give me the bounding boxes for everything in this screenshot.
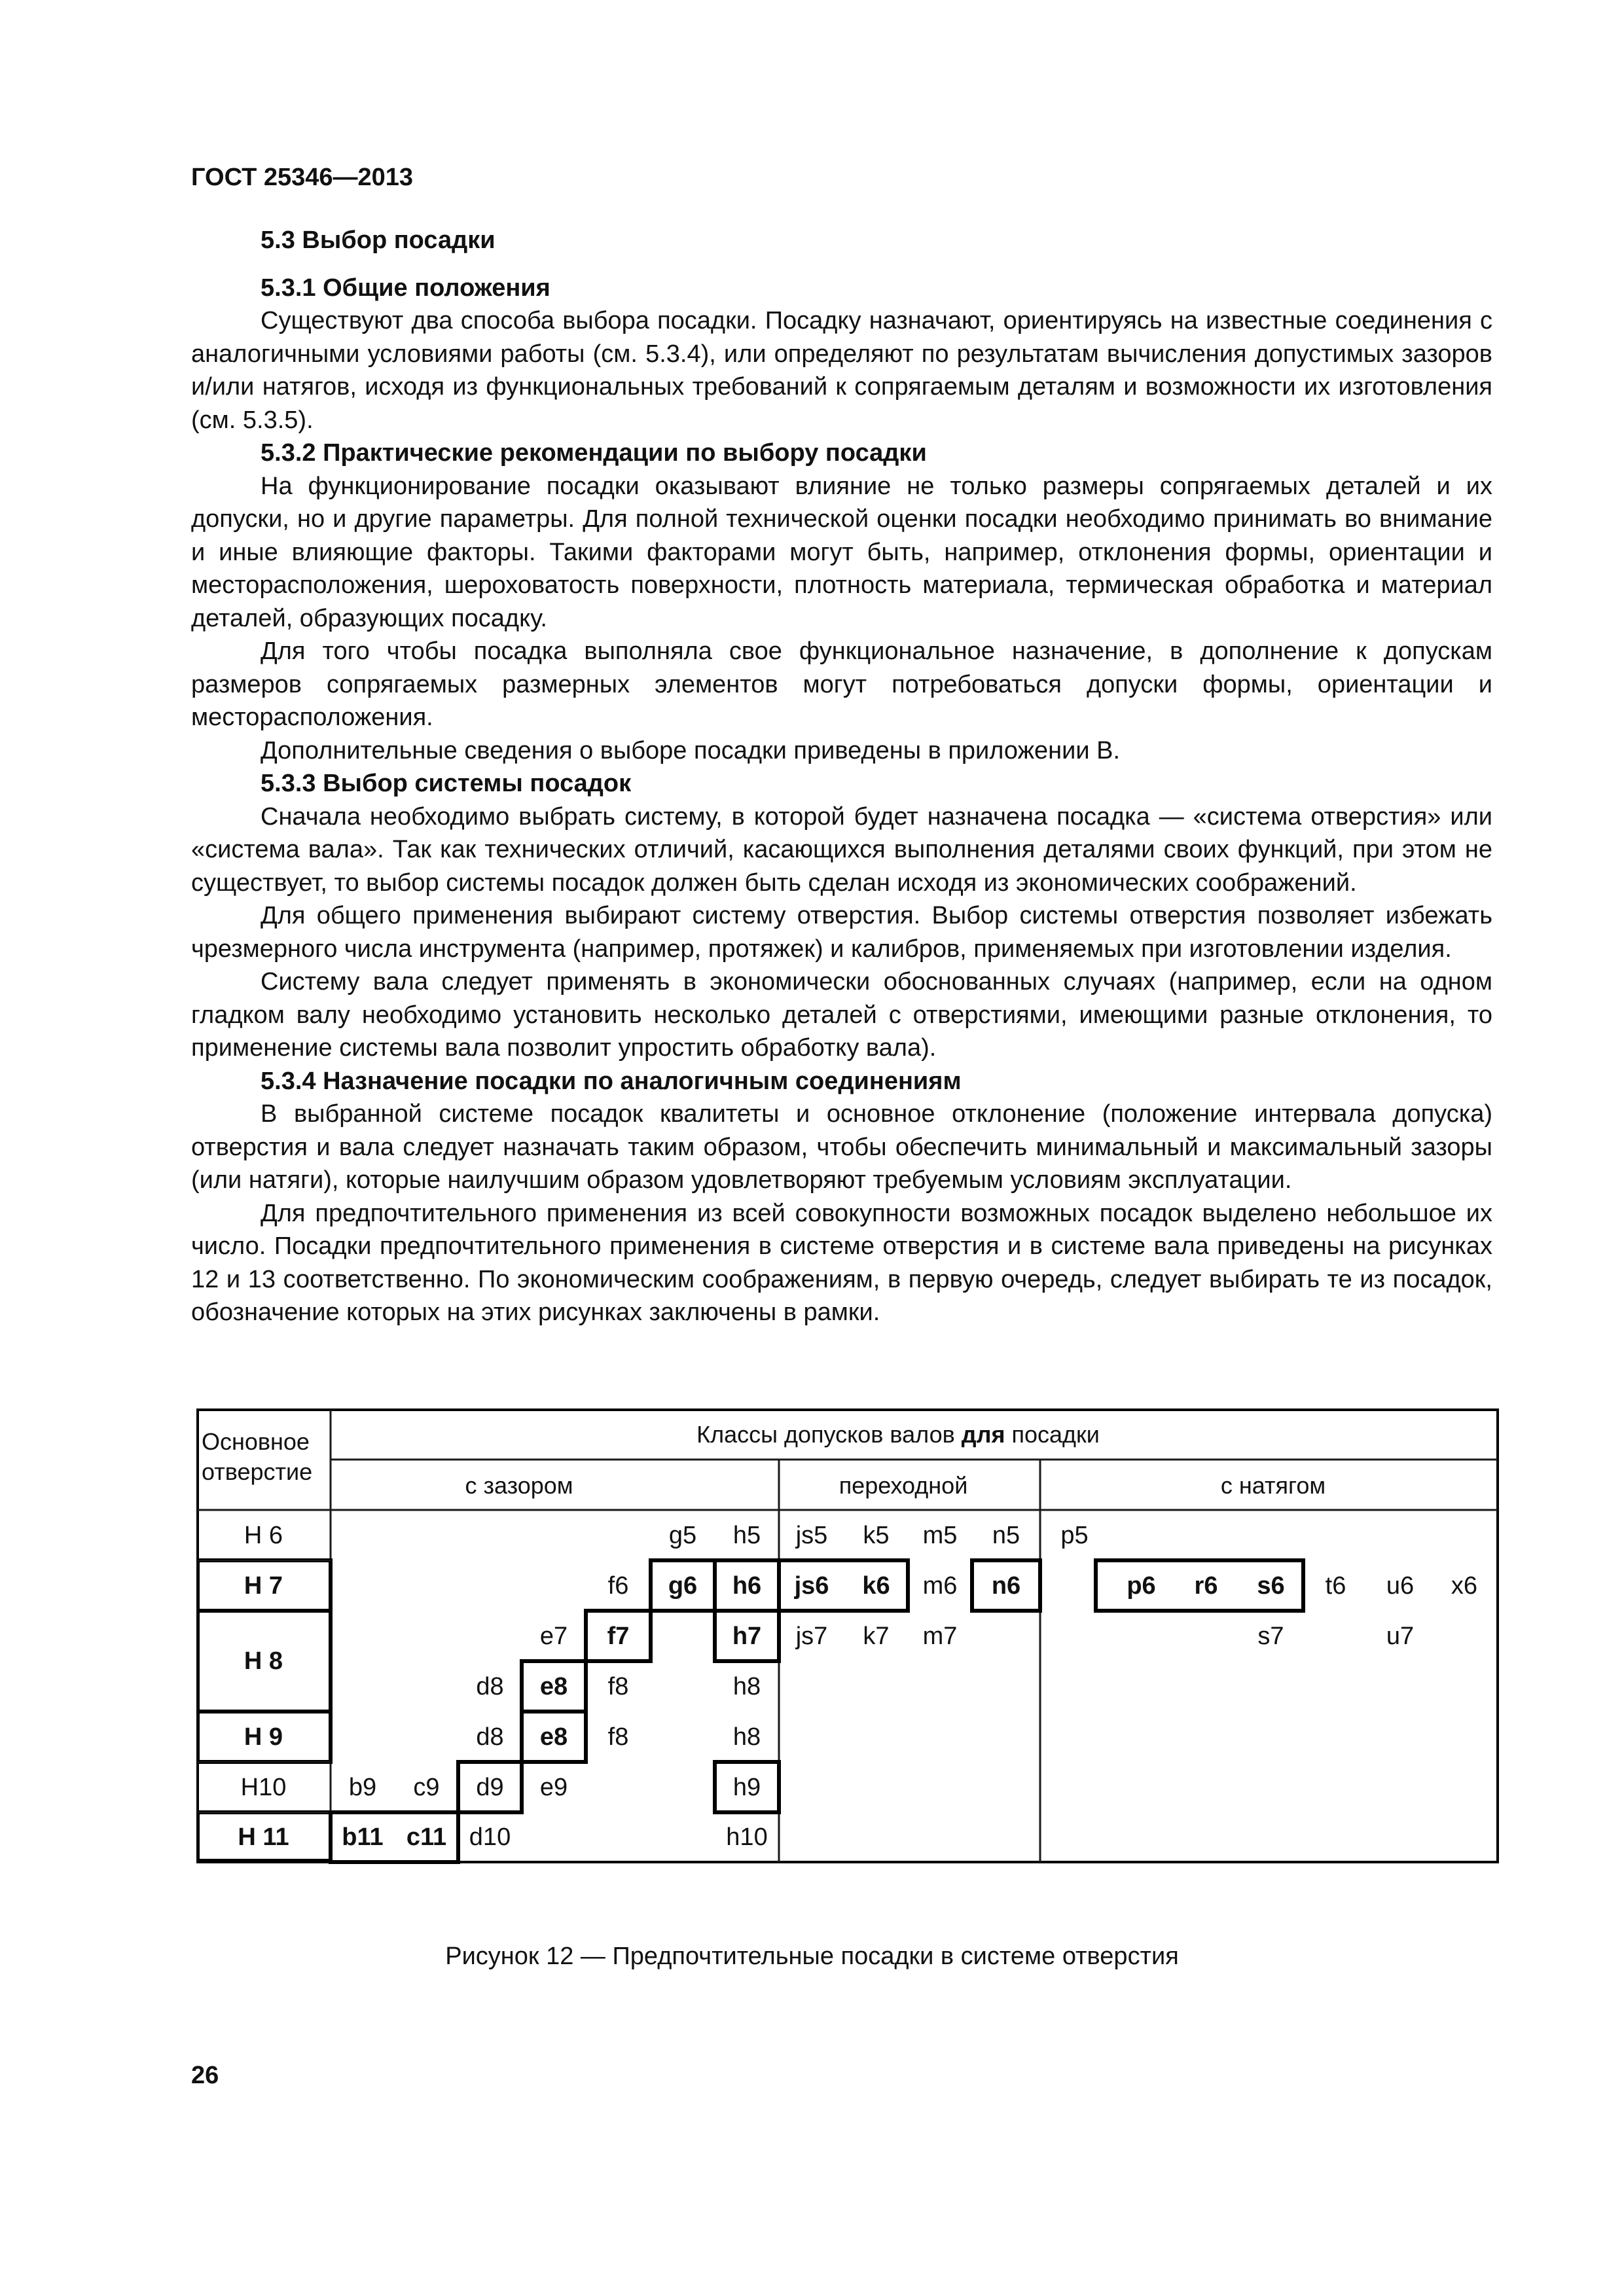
shaft-class-cell: s6 [1257, 1571, 1285, 1600]
paragraph: На функционирование посадки оказывают влияние не только размеры сопрягаемых деталей и их допуски, но и другие параметры. Для полной технической оценки посадки необходимо принимать во внимание и иные влияющие факторы. Такими факторами могут быть, например, отклонения формы, ориентации и месторасположения, шероховатость поверхности, плотность материала, термическая обработка и материал деталей, образующих посадку. [191, 472, 1492, 632]
shaft-class-cell: e9 [539, 1773, 568, 1801]
paragraph: Систему вала следует применять в экономически обоснованных случаях (например, если на одном гладком валу необходимо установить несколько деталей с отверстиями, имеющими разные отклонения, то применение системы вала позволит упростить обработку вала). [191, 968, 1492, 1062]
hole-class-label: H 9 [244, 1723, 283, 1751]
header-basic-line2: отверстие [202, 1458, 313, 1485]
shaft-class-cell: e8 [539, 1672, 568, 1700]
shaft-class-cell: p5 [1060, 1521, 1089, 1549]
shaft-class-cell: e8 [539, 1723, 568, 1751]
shaft-class-cell: m6 [922, 1571, 958, 1600]
shaft-class-cell: h9 [732, 1773, 761, 1801]
shaft-class-cell: n6 [991, 1571, 1021, 1600]
shaft-class-cell: g6 [668, 1571, 698, 1600]
shaft-class-cell: b9 [348, 1773, 377, 1801]
shaft-class-cell: s7 [1257, 1622, 1284, 1650]
group-interference: с натягом [1220, 1472, 1326, 1499]
hole-class-label: H 7 [244, 1571, 283, 1600]
hole-class-label: H 11 [238, 1823, 289, 1851]
header-classes-text: Классы допусков валов [696, 1421, 962, 1448]
shaft-class-cell: h5 [732, 1521, 761, 1549]
header-basic-line1: Основное [202, 1428, 310, 1455]
shaft-class-cell: k7 [863, 1622, 890, 1650]
shaft-class-cell: m5 [922, 1521, 958, 1549]
shaft-class-cell: f7 [607, 1622, 630, 1650]
shaft-class-cell: b11 [342, 1823, 384, 1851]
shaft-class-cell: m7 [922, 1622, 958, 1650]
subsection-title-531: 5.3.1 Общие положения [261, 274, 550, 302]
subsection-title-534: 5.3.4 Назначение посадки по аналогичным соединениям [261, 1067, 962, 1095]
paragraph: Сначала необходимо выбрать систему, в которой будет назначена посадка — «система отверстия» или «система вала». Так как технических отличий, касающихся выполнения деталями своих функций, при этом не существует, то выбор системы посадок должен быть сделан исходя из экономических соображений. [191, 802, 1492, 897]
shaft-class-cell: f8 [607, 1672, 629, 1700]
group-transition: переходной [839, 1472, 968, 1499]
shaft-class-cell: d8 [476, 1723, 504, 1751]
hole-class-label: H 6 [244, 1521, 283, 1549]
paragraph: Для предпочтительного применения из всей совокупности возможных посадок выделено небольшое их число. Посадки предпочтительного применения в системе отверстия и в системе вала приведены на рисунках 12 и 13 соответственно. По экономическим соображениям, в первую очередь, следует выбирать те из посадок, обозначение которых на этих рисунках заключены в рамки. [191, 1199, 1492, 1326]
shaft-class-cell: js7 [795, 1622, 828, 1650]
shaft-class-cell: js6 [794, 1571, 829, 1600]
header-classes-text-end: посадки [1005, 1421, 1100, 1448]
subsection-title-533: 5.3.3 Выбор системы посадок [261, 770, 632, 797]
shaft-class-cell: e7 [539, 1622, 568, 1650]
page-number: 26 [191, 2062, 219, 2089]
shaft-class-cell: t6 [1325, 1571, 1346, 1600]
shaft-class-cell: h10 [726, 1823, 768, 1851]
shaft-class-cell: f8 [607, 1723, 629, 1751]
paragraph: Существуют два способа выбора посадки. Посадку назначают, ориентируясь на известные соединения с аналогичными условиями работы (см. 5.3.4), или определяют по результатам вычисления допустимых зазоров и/или натягов, исходя из функциональных требований к сопрягаемым деталям и возможности их изготовления (см. 5.3.5). [191, 307, 1492, 434]
hole-class-label: H10 [240, 1773, 287, 1801]
shaft-class-cell: n5 [992, 1521, 1020, 1549]
hole-class-label: H 8 [244, 1647, 283, 1675]
header-shaft-classes [696, 1423, 1100, 1446]
header-classes-bold: для [961, 1421, 1005, 1448]
shaft-class-cell: f6 [607, 1571, 629, 1600]
shaft-class-cell: u7 [1386, 1622, 1415, 1650]
shaft-class-cell: h7 [732, 1622, 762, 1650]
header-basic-hole [202, 1427, 312, 1487]
document-header: ГОСТ 25346—2013 [191, 164, 414, 191]
paragraph: Для общего применения выбирают систему отверстия. Выбор системы отверстия позволяет избежать чрезмерного числа инструмента (например, протяжек) и калибров, применяемых при изготовлении изделия. [191, 902, 1492, 963]
shaft-class-cell: k6 [862, 1571, 890, 1600]
paragraph: Дополнительные сведения о выборе посадки приведены в приложении В. [261, 736, 1121, 764]
subsection-title-532: 5.3.2 Практические рекомендации по выбору посадки [261, 439, 927, 467]
shaft-class-cell: x6 [1451, 1571, 1478, 1600]
paragraph: Для того чтобы посадка выполняла свое функциональное назначение, в дополнение к допускам размеров сопрягаемых размерных элементов могут потребоваться допуски формы, ориентации и месторасположения. [191, 637, 1492, 731]
shaft-class-cell: d8 [476, 1672, 504, 1700]
preferred-fits-figure [196, 1408, 1506, 1867]
shaft-class-cell: h6 [732, 1571, 762, 1600]
shaft-class-cell: u6 [1386, 1571, 1415, 1600]
shaft-class-cell: k5 [863, 1521, 890, 1549]
group-clearance: с зазором [465, 1472, 573, 1499]
shaft-class-cell: p6 [1127, 1571, 1156, 1600]
paragraph: В выбранной системе посадок квалитеты и основное отклонение (положение интервала допуска) отверстия и вала следует назначать таким образом, чтобы обеспечить минимальный и максимальный зазоры (или натяги), которые наилучшим образом удовлетворяют требуемым условиям эксплуатации. [191, 1100, 1492, 1194]
shaft-class-cell: g5 [668, 1521, 697, 1549]
shaft-class-cell: c11 [406, 1823, 447, 1851]
shaft-class-cell: r6 [1194, 1571, 1218, 1600]
body-text [191, 224, 1492, 1329]
shaft-class-cell: js5 [795, 1521, 828, 1549]
shaft-class-cell: d9 [476, 1773, 504, 1801]
section-title: 5.3 Выбор посадки [261, 226, 496, 254]
shaft-class-cell: h8 [732, 1723, 761, 1751]
shaft-class-cell: d10 [469, 1823, 511, 1851]
shaft-class-cell: h8 [732, 1672, 761, 1700]
figure-caption: Рисунок 12 — Предпочтительные посадки в системе отверстия [445, 1943, 1179, 1970]
shaft-class-cell: c9 [413, 1773, 440, 1801]
